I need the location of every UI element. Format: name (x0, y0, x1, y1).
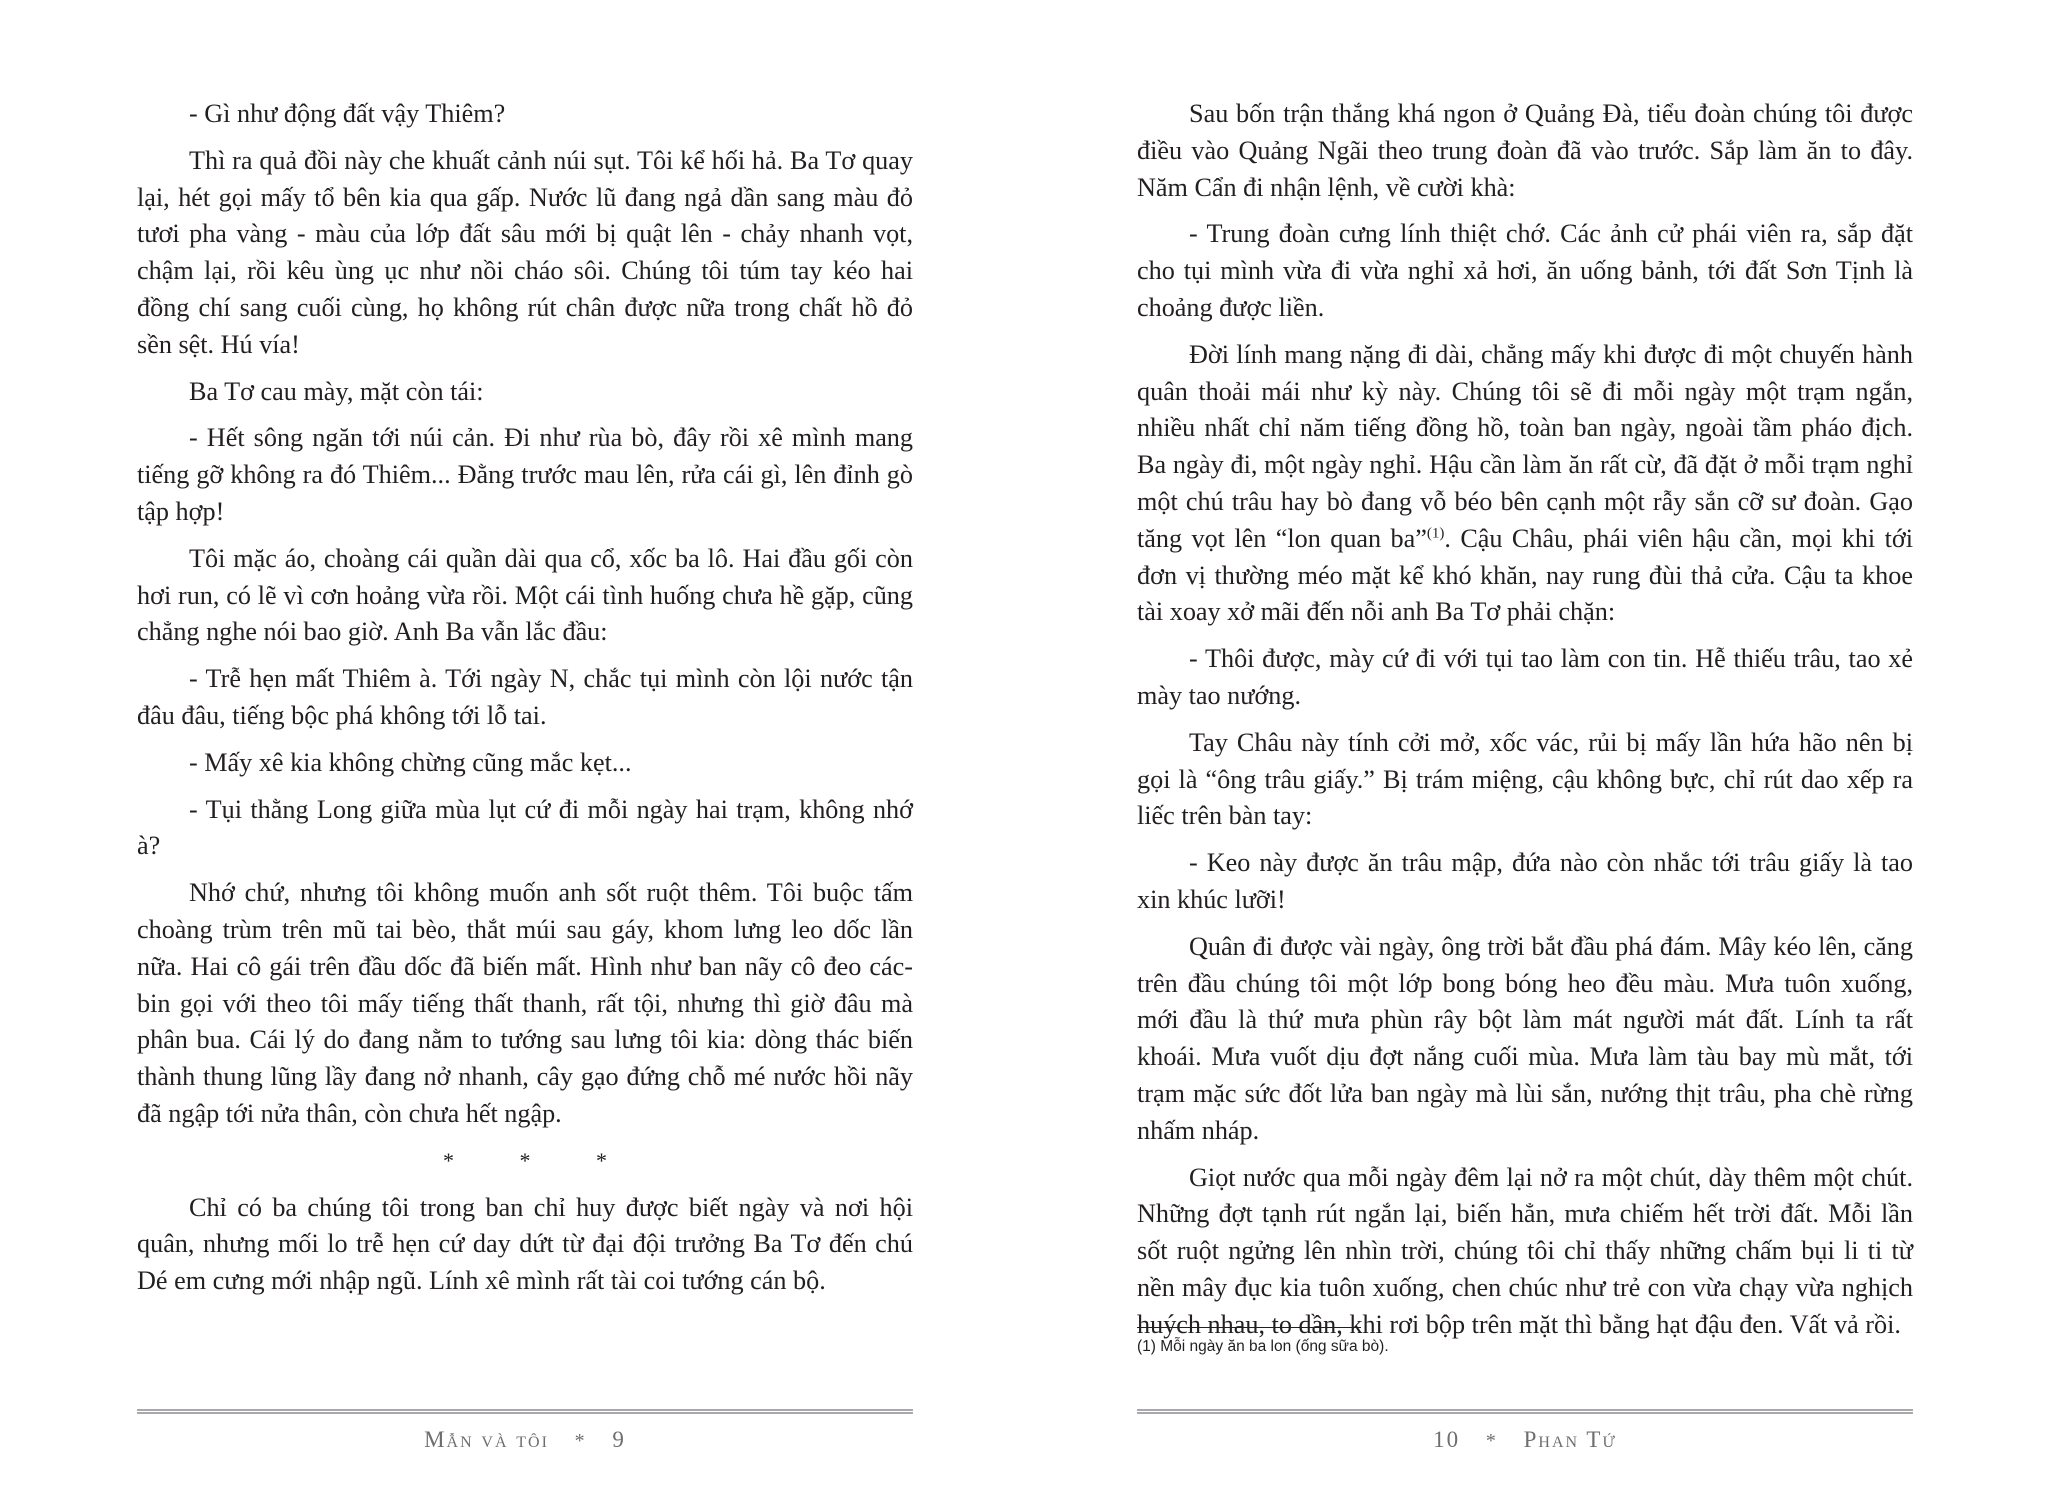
paragraph: - Trễ hẹn mất Thiêm à. Tới ngày N, chắc tụi mình còn lội nước tận đâu đâu, tiếng bộc phá không tới lỗ tai. (137, 664, 913, 730)
right-page-body (1137, 96, 1913, 1354)
running-footer (1137, 1427, 1913, 1453)
footnote-rule (1137, 1327, 1361, 1328)
paragraph: - Tụi thằng Long giữa mùa lụt cứ đi mỗi ngày hai trạm, không nhớ à? (137, 794, 913, 861)
paragraph: Nhớ chứ, nhưng tôi không muốn anh sốt ruột thêm. Tôi buộc tấm choàng trùm trên mũ tai bèo, thắt múi sau gáy, khom lưng leo dốc lần nữa. Hai cô gái trên đầu dốc đã biến mất. Hình như ban nãy cô đeo các-bin gọi với theo tôi mấy tiếng thất thanh, rất tội, nhưng thì giờ đâu mà phân bua. Cái lý do đang nằm to tướng sau lưng tôi kia: dòng thác biến thành thung lũng lầy đang nở nhanh, cây gạo đứng chỗ mé nước hồi nãy đã ngập tới nửa thân, còn chưa hết ngập. (137, 878, 913, 1128)
paragraph: - Trung đoàn cưng lính thiệt chớ. Các ảnh cử phái viên ra, sắp đặt cho tụi mình vừa đi vừa nghỉ xả hơi, ăn uống bảnh, tới đất Sơn Tịnh là choảng được liền. (1137, 219, 1913, 322)
paragraph: Tay Châu này tính cởi mở, xốc vác, rủi bị mấy lần hứa hão nên bị gọi là “ông trâu giấy.” Bị trám miệng, cậu không bực, chỉ rút dao xếp ra liếc trên bàn tay: (1137, 727, 1913, 831)
paragraph: Thì ra quả đồi này che khuất cảnh núi sụt. Tôi kể hối hả. Ba Tơ quay lại, hét gọi mấy tổ bên kia qua gấp. Nước lũ đang ngả dần sang màu đỏ tươi pha vàng - màu của lớp đất sâu mới bị quật lên - chảy nhanh vọt, chậm lại, rồi kêu ùng ục như nồi cháo sôi. Chúng tôi túm tay kéo hai đồng chí sang cuối cùng, họ không rút chân được nữa trong chất hồ đỏ sền sệt. Hú vía! (137, 145, 913, 359)
paragraph: - Keo này được ăn trâu mập, đứa nào còn nhắc tới trâu giấy là tao xin khúc lưỡi! (1137, 848, 1913, 914)
paragraph: - Gì như động đất vậy Thiêm? (189, 99, 506, 128)
paragraph: - Mấy xê kia không chừng cũng mắc kẹt... (189, 747, 632, 777)
paragraph-text-continued: . Cậu Châu, phái viên hậu cần, mọi khi tới đơn vị thường méo mặt kể khó khăn, nay rung đùi thả cửa. Cậu ta khoe tài xoay xở mãi đến nỗi anh Ba Tơ phải chặn: (1137, 523, 1913, 627)
footer-rule (137, 1409, 913, 1414)
right-page (1137, 0, 1913, 1507)
footnote: (1) Mỗi ngày ăn ba lon (ống sữa bò). (1137, 1338, 1389, 1355)
paragraph: Chỉ có ba chúng tôi trong ban chỉ huy được biết ngày và nơi hội quân, nhưng mối lo trễ hẹn cứ day dứt từ đại đội trưởng Ba Tơ đến chú Dé em cưng mới nhập ngũ. Lính xê mình rất tài coi tướng cán bộ. (137, 1192, 913, 1296)
paragraph-with-footnote (1137, 337, 1913, 631)
footer-rule (1137, 1409, 1913, 1414)
left-page (137, 0, 913, 1507)
paragraph: Sau bốn trận thắng khá ngon ở Quảng Đà, tiểu đoàn chúng tôi được điều vào Quảng Ngãi theo trung đoàn đã vào trước. Sắp làm ăn to đây. Năm Cẩn đi nhận lệnh, về cười khà: (1137, 99, 1913, 202)
footnote-marker: (1) (1426, 525, 1445, 542)
running-footer (137, 1427, 913, 1453)
paragraph: Giọt nước qua mỗi ngày đêm lại nở ra một chút, dày thêm một chút. Những đợt tạnh rút ngắn lại, biến hẳn, mưa chiếm hết trời đất. Mỗi lần sốt ruột ngửng lên nhìn trời, chúng tôi chỉ thấy những chấm bụi li ti từ nền mây đục kia tuôn xuống, chen chúc như trẻ con vừa chạy vừa nghịch huých nhau, to dần, khi rơi bộp trên mặt thì bằng hạt đậu đen. Vất vả rồi. (1137, 1162, 1913, 1339)
paragraph-text: Đời lính mang nặng đi dài, chẳng mấy khi được đi một chuyến hành quân thoải mái như kỳ này. Chúng tôi sẽ đi mỗi ngày một trạm ngắn, nhiều nhất chỉ năm tiếng đồng hồ, toàn ban ngày, ngoài tầm pháo địch. Ba ngày đi, một ngày nghỉ. Hậu cần làm ăn rất cừ, đã đặt ở mỗi trạm nghỉ một chú trâu hay bò đang vỗ béo bên cạnh một rẫy sắn cỡ sư đoàn. Gạo tăng vọt lên “lon quan ba” (1137, 339, 1913, 553)
page-number: 9 (612, 1427, 626, 1452)
footer-separator: * (574, 1430, 587, 1452)
footer-separator: * (1485, 1430, 1498, 1452)
paragraph: - Thôi được, mày cứ đi với tụi tao làm con tin. Hễ thiếu trâu, tao xẻ mày tao nướng. (1137, 644, 1913, 710)
paragraph: Tôi mặc áo, choàng cái quần dài qua cổ, xốc ba lô. Hai đầu gối còn hơi run, có lẽ vì cơn hoảng vừa rồi. Một cái tình huống chưa hề gặp, cũng chẳng nghe nói bao giờ. Anh Ba vẫn lắc đầu: (137, 543, 913, 647)
page-number: 10 (1433, 1427, 1461, 1452)
paragraph: Ba Tơ cau mày, mặt còn tái: (189, 376, 484, 406)
paragraph: - Hết sông ngăn tới núi cản. Đi như rùa bò, đây rồi xê mình mang tiếng gỡ không ra đó Thiêm... Đằng trước mau lên, rửa cái gì, lên đỉnh gò tập hợp! (137, 423, 913, 526)
section-break: * * * (443, 1147, 637, 1173)
author-name: Phan Tứ (1523, 1427, 1617, 1452)
left-page-body (137, 96, 913, 1310)
paragraph: Quân đi được vài ngày, ông trời bắt đầu phá đám. Mây kéo lên, căng trên đầu chúng tôi một lớp bong bóng heo đều màu. Mưa tuôn xuống, mới đầu là thứ mưa phùn rây bột làm mát người mát đất. Lính ta rất khoái. Mưa vuốt dịu đợt nắng cuối mùa. Mưa làm tàu bay mù mắt, tới trạm mặc sức đốt lửa ban ngày mà lùi sắn, nướng thịt trâu, pha chè rừng nhấm nháp. (1137, 931, 1913, 1145)
book-title: Mẫn và tôi (424, 1427, 549, 1452)
